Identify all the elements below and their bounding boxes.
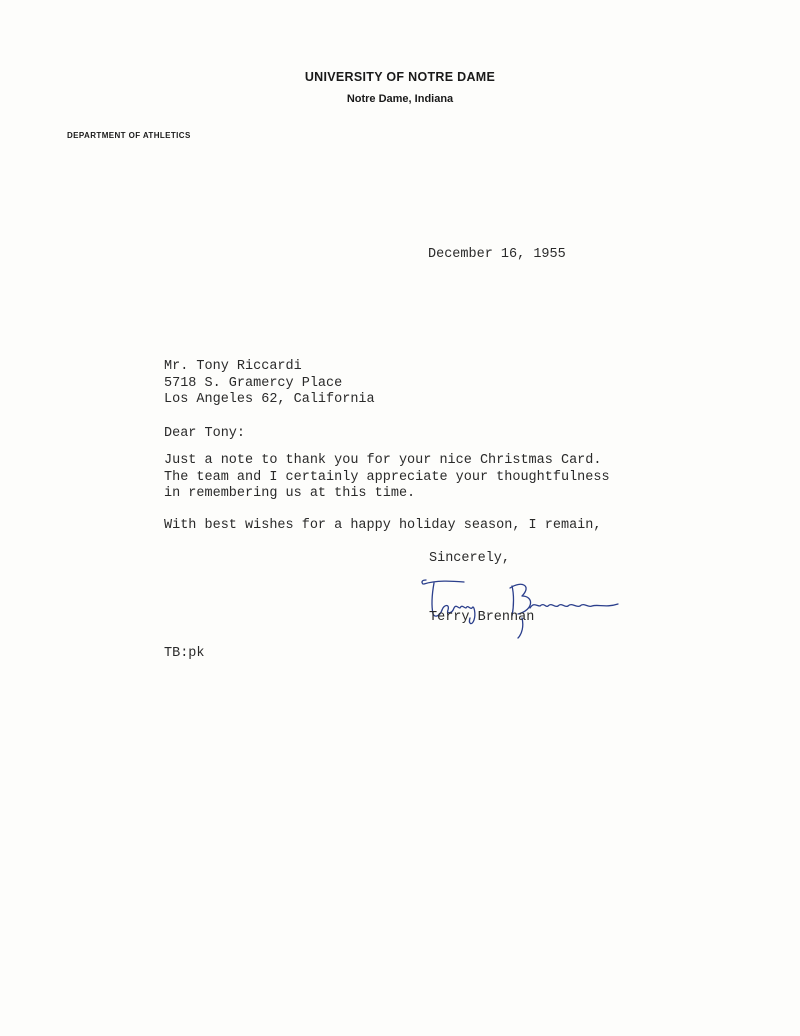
body-paragraph: [164, 453, 610, 503]
salutation: Dear Tony:: [164, 426, 246, 441]
recipient-name: Mr. Tony Riccardi: [164, 359, 302, 374]
closing-sentence: With best wishes for a happy holiday season, I remain,: [164, 518, 602, 533]
recipient-city: Los Angeles 62, California: [164, 392, 375, 407]
letterhead-department: DEPARTMENT OF ATHLETICS: [67, 131, 191, 140]
letterhead-location: Notre Dame, Indiana: [346, 93, 454, 105]
signer-name: Terry Brennan: [429, 610, 535, 625]
recipient-address: [164, 359, 375, 409]
recipient-street: 5718 S. Gramercy Place: [164, 375, 343, 391]
closing: Sincerely,: [429, 551, 511, 566]
reference-initials: TB:pk: [164, 646, 205, 661]
letter-date: December 16, 1955: [428, 247, 566, 262]
handwritten-signature: [418, 574, 628, 644]
body-line: Just a note to thank you for your nice Christmas Card.: [164, 453, 602, 468]
body-line: The team and I certainly appreciate your thoughtfulness: [164, 469, 610, 485]
body-line: in remembering us at this time.: [164, 486, 416, 501]
letterhead-institution: UNIVERSITY OF NOTRE DAME: [304, 70, 496, 84]
